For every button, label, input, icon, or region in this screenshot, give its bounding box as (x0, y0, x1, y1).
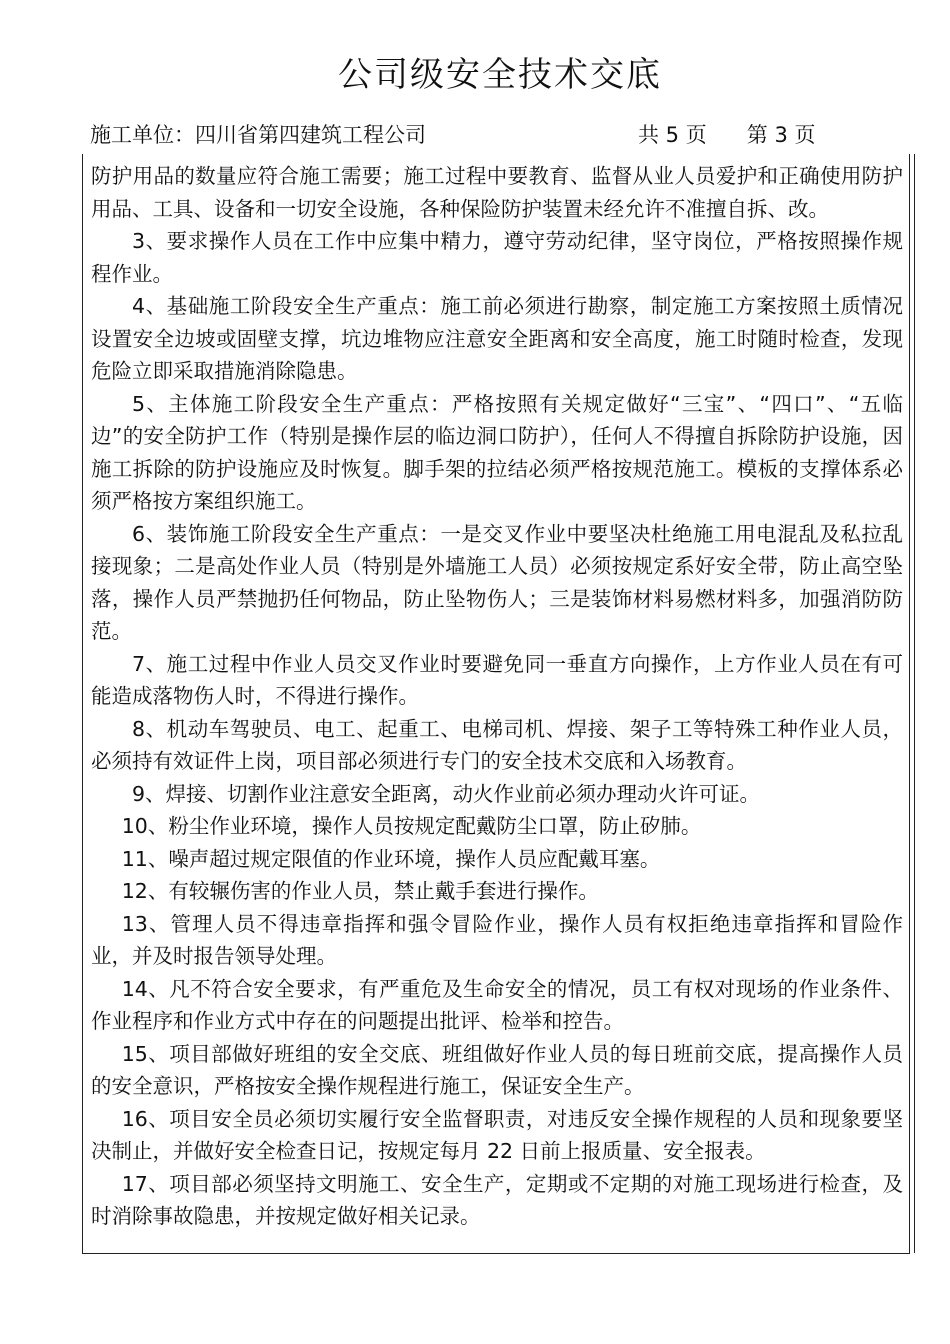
page-info: 共 5 页 第 3 页 (638, 123, 816, 147)
paragraph-item-4: 4、基础施工阶段安全生产重点：施工前必须进行勘察，制定施工方案按照土质情况设置安全边坡或固壁支撑，坑边堆物应注意安全距离和安全高度，施工时随时检查，发现危险立即采取措施消除隐患。 (91, 294, 903, 383)
paragraph-item-8: 8、机动车驾驶员、电工、起重工、电梯司机、焊接、架子工等特殊工种作业人员，必须持有效证件上岗，项目部必须进行专门的安全技术交底和入场教育。 (91, 716, 903, 773)
paragraph-item-7: 7、施工过程中作业人员交叉作业时要避免同一垂直方向操作，上方作业人员在有可能造成落物伤人时，不得进行操作。 (91, 651, 903, 708)
paragraph-item-13: 13、管理人员不得违章指挥和强令冒险作业，操作人员有权拒绝违章指挥和冒险作业，并及时报告领导处理。 (91, 911, 903, 968)
paragraph-item-10: 10、粉尘作业环境，操作人员按规定配戴防尘口罩，防止矽肺。 (121, 814, 702, 838)
paragraph-item-6: 6、装饰施工阶段安全生产重点：一是交叉作业中要坚决杜绝施工用电混乱及私拉乱接现象；二是高处作业人员（特别是外墙施工人员）必须按规定系好安全带，防止高空坠落，操作人员严禁抛扔任何物品，防止坠物伤人；三是装饰材料易燃材料多，加强消防防范。 (91, 521, 903, 643)
document-title: 公司级安全技术交底 (338, 55, 662, 95)
paragraph-item-16: 16、项目安全员必须切实履行安全监督职责，对违反安全操作规程的人员和现象要坚决制止，并做好安全检查日记，按规定每月 22 日前上报质量、安全报表。 (91, 1106, 903, 1163)
paragraph-item-3: 3、要求操作人员在工作中应集中精力，遵守劳动纪律，坚守岗位，严格按照操作规程作业。 (91, 229, 903, 286)
paragraph-item-15: 15、项目部做好班组的安全交底、班组做好作业人员的每日班前交底，提高操作人员的安全意识，严格按安全操作规程进行施工，保证安全生产。 (91, 1041, 903, 1098)
document-meta-row (90, 118, 860, 152)
content-body (91, 160, 903, 1233)
paragraph-item-17: 17、项目部必须坚持文明施工、安全生产，定期或不定期的对施工现场进行检查，及时消除事故隐患，并按规定做好相关记录。 (91, 1171, 903, 1228)
paragraph-continued: 防护用品的数量应符合施工需要；施工过程中要教育、监督从业人员爱护和正确使用防护用品、工具、设备和一切安全设施，各种保险防护装置未经允许不准擅自拆、改。 (91, 164, 903, 221)
paragraph-item-5: 5、主体施工阶段安全生产重点：严格按照有关规定做好“三宝”、“四口”、“五临边”的安全防护工作（特别是操作层的临边洞口防护），任何人不得擅自拆除防护设施，因施工拆除的防护设施应及时恢复。脚手架的拉结必须严格按规范施工。模板的支撑体系必须严格按方案组织施工。 (91, 391, 903, 513)
construction-unit-label: 施工单位：四川省第四建筑工程公司 (90, 123, 426, 147)
content-frame (82, 154, 910, 1254)
paragraph-item-12: 12、有较辗伤害的作业人员，禁止戴手套进行操作。 (121, 879, 599, 903)
paragraph-item-9: 9、焊接、切割作业注意安全距离，动火作业前必须办理动火许可证。 (132, 781, 761, 806)
paragraph-item-14: 14、凡不符合安全要求，有严重危及生命安全的情况，员工有权对现场的作业条件、作业程序和作业方式中存在的问题提出批评、检举和控告。 (91, 976, 903, 1033)
paragraph-item-11: 11、噪声超过规定限值的作业环境，操作人员应配戴耳塞。 (121, 846, 661, 871)
